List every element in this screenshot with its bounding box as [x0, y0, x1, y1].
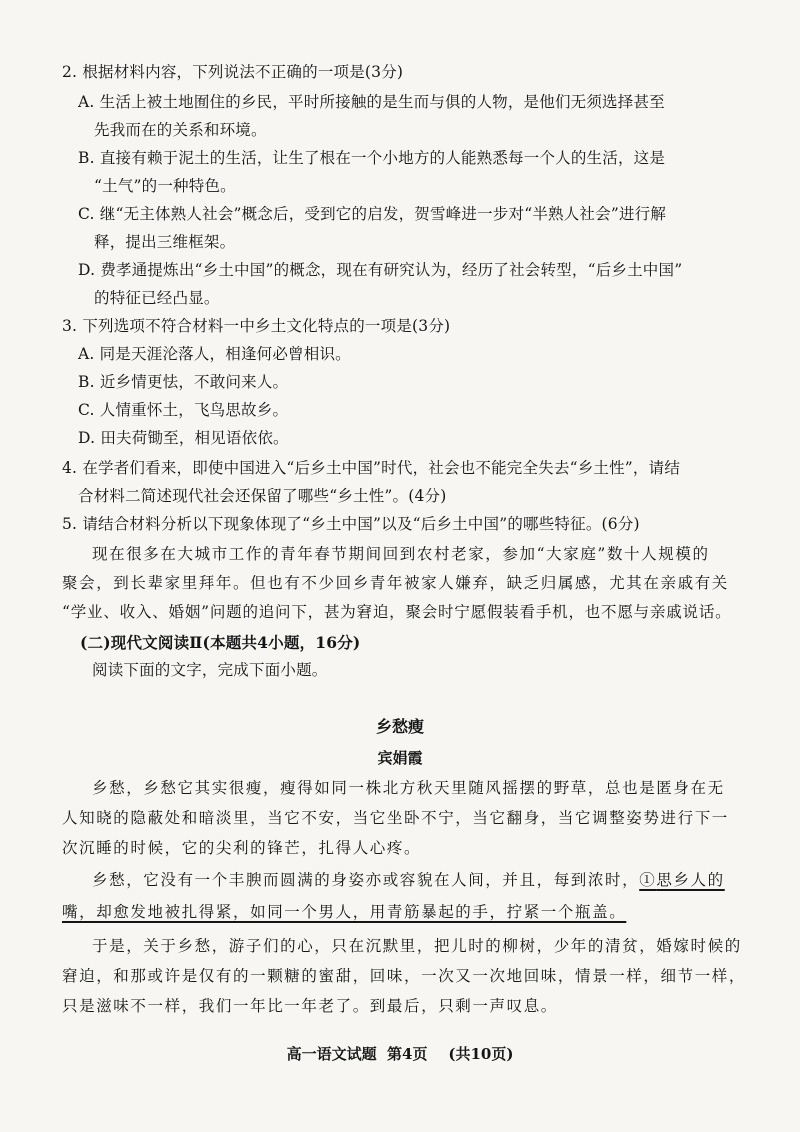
q5-material-line2: 聚会，到长辈家里拜年。但也有不少回乡青年被家人嫌弃，缺乏归属感，尤其在亲戚有关 [62, 574, 729, 592]
q2-option-b-line2: “土气”的一种特色。 [94, 177, 236, 195]
q3-option-b: B. 近乡情更怯，不敢问来人。 [78, 373, 289, 391]
q2-option-d-line1: D. 费孝通提炼出“乡土中国”的概念，现在有研究认为，经历了社会转型，“后乡土中国” [78, 261, 683, 279]
q3-stem: 3. 下列选项不符合材料一中乡土文化特点的一项是(3分) [62, 317, 451, 335]
article-p3-line3: 只是滋味不一样，我们一年比一年老了。到最后，只剩一声叹息。 [62, 997, 558, 1015]
q3-option-c: C. 人情重怀土，飞鸟思故乡。 [78, 401, 289, 419]
q4-line1: 4. 在学者们看来，即使中国进入“后乡土中国”时代，社会也不能完全失去“乡土性”，请结 [62, 459, 681, 477]
article-p1-line3: 次沉睡的时候，它的尖利的锋芒，扎得人心疼。 [62, 839, 422, 857]
q5-stem: 5. 请结合材料分析以下现象体现了“乡土中国”以及“后乡土中国”的哪些特征。(6分) [62, 515, 640, 533]
q2-option-a-line1: A. 生活上被土地囿住的乡民，平时所接触的是生而与俱的人物，是他们无须选择甚至 [78, 93, 665, 111]
q3-option-d: D. 田夫荷锄至，相见语依依。 [78, 429, 289, 447]
article-p3-line1: 于是，关于乡愁，游子们的心，只在沉默里，把儿时的柳树，少年的清贫，婚嫁时候的 [92, 937, 742, 955]
q2-option-a-line2: 先我而在的关系和环境。 [94, 121, 267, 139]
underlined-sentence-part2: 嘴，却愈发地被扎得紧，如同一个男人，用青筋暴起的手，拧紧一个瓶盖。 [62, 903, 627, 921]
q2-option-c-line1: C. 继“无主体熟人社会”概念后，受到它的启发，贺雪峰进一步对“半熟人社会”进行解 [78, 205, 667, 223]
q3-option-a: A. 同是天涯沦落人，相逢何必曾相识。 [78, 345, 351, 363]
underlined-sentence-part1: 思乡人的 [656, 871, 725, 889]
q2-option-d-line2: 的特征已经凸显。 [94, 289, 220, 307]
q4-line2: 合材料二简述现代社会还保留了哪些“乡土性”。(4分) [78, 487, 447, 505]
q5-material-line3: “学业、收入、婚姻”问题的追问下，甚为窘迫，聚会时宁愿假装看手机，也不愿与亲戚说话。 [62, 603, 732, 621]
underline-marker: ① [639, 871, 657, 889]
q2-stem: 2. 根据材料内容，下列说法不正确的一项是(3分) [62, 63, 404, 81]
article-author: 宾娟霞 [377, 749, 423, 767]
page-footer: 高一语文试题 第4页 (共10页) [286, 1045, 514, 1063]
article-title: 乡愁瘦 [375, 717, 424, 736]
section-instruction: 阅读下面的文字，完成下面小题。 [92, 661, 328, 679]
q2-option-c-line2: 释，提出三维框架。 [94, 233, 236, 251]
article-p1-line2: 人知晓的隐蔽处和暗淡里，当它不安，当它坐卧不宁，当它翻身，当它调整姿势进行下一 [62, 809, 729, 827]
q2-option-b-line1: B. 直接有赖于泥土的生活，让生了根在一个小地方的人能熟悉每一个人的生活，这是 [78, 149, 666, 167]
section-heading: (二)现代文阅读Ⅱ(本题共4小题，16分) [80, 633, 361, 652]
article-p1-line1: 乡愁，乡愁它其实很瘦，瘦得如同一株北方秋天里随风摇摆的野草，总也是匿身在无 [92, 779, 725, 797]
article-p2-line1-text: 乡愁，它没有一个丰腴而圆满的身姿亦或容貌在人间，并且，每到浓时， [92, 871, 640, 889]
article-p2-line1 [92, 872, 725, 890]
article-p3-line2: 窘迫，和那或许是仅有的一颗糖的蜜甜，回味，一次又一次地回味，情景一样，细节一样， [62, 967, 747, 985]
q5-material-line1: 现在很多在大城市工作的青年春节期间回到农村老家，参加“大家庭”数十人规模的 [92, 545, 710, 563]
